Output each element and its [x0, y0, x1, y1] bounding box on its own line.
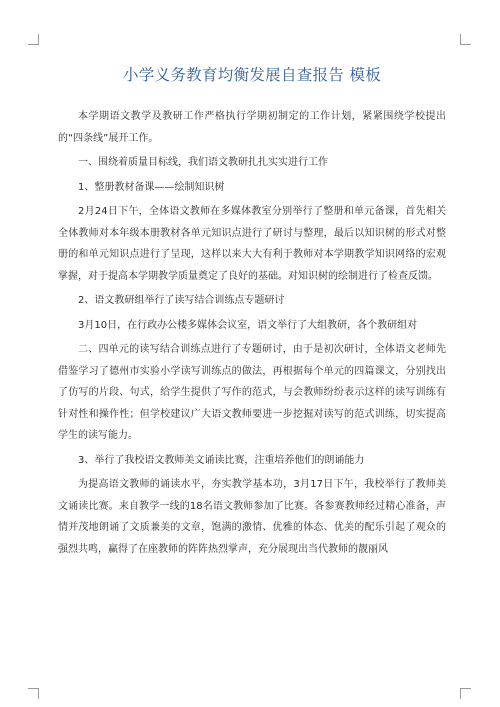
paragraph-2: 3月10日，在行政办公楼多媒体会议室，语文举行了大组教研，各个教研组对: [78, 319, 418, 331]
crop-mark-top-right: [460, 34, 471, 45]
crop-mark-bottom-right: [460, 688, 471, 699]
subheading-2: 2、语文教研组举行了读写结合训练点专题研讨: [78, 295, 285, 306]
paragraph-3: 二、四单元的读写结合训练点进行了专题研讨，由于是初次研讨，全体语文老师先借鉴学习了德州市实验小学读写训练点的做法，再根据每个单元的四篇课文，分别找出了仿写的片段、句式，给学生提供了写作的范式，与会教师纷纷表示这样的读写训练有针对性和操作性；但学校建议广大语文教师要进一步挖掘对读写的范式训练，切实提高学生的读写能力。: [58, 344, 446, 441]
paragraph-intro: 本学期语文教学及教研工作严格执行学期初制定的工作计划，紧紧围绕学校提出的“四条线”展开工作。: [58, 111, 446, 144]
document-body: [58, 106, 446, 560]
subheading-3: 3、举行了我校语文教师美文诵读比赛，注重培养他们的朗诵能力: [78, 454, 365, 466]
crop-mark-top-left: [28, 34, 39, 45]
paragraph-1: 2月24日下午，全体语文教师在多媒体教室分别举行了整册和单元备课，首先相关全体教师对本年级本册教材各单元知识点进行了研讨与整理，最后以知识树的形式对整册的和单元知识点进行了呈现，这样以来大大有利于教师对本学期教学知识网络的宏观掌握，对于提高本学期教学质量奠定了良好的基础。对知识树的绘制进行了检查反馈。: [58, 206, 446, 282]
subheading-1: 1、整册教材备课——绘制知识树: [78, 181, 225, 193]
paragraph-4: 为提高语文教师的诵读水平，夯实教学基本功，3月17日下午，我校举行了教师美文诵读比赛。来自教学一线的18名语文教师参加了比赛。各参赛教师经过精心准备，声情并茂地朗诵了文质兼美的文章，饱满的激情、优雅的体态、优美的配乐引起了观众的强烈共鸣，赢得了在座教师的阵阵热烈掌声，充分展现出当代教师的靓丽风: [58, 479, 446, 555]
document-title: 小学义务教育均衡发展自查报告 模板: [122, 66, 382, 84]
crop-mark-bottom-left: [28, 688, 39, 699]
section-heading-1: 一、围绕着质量目标线，我们语文教研扎扎实实进行工作: [78, 157, 328, 168]
document-page: [58, 64, 446, 563]
